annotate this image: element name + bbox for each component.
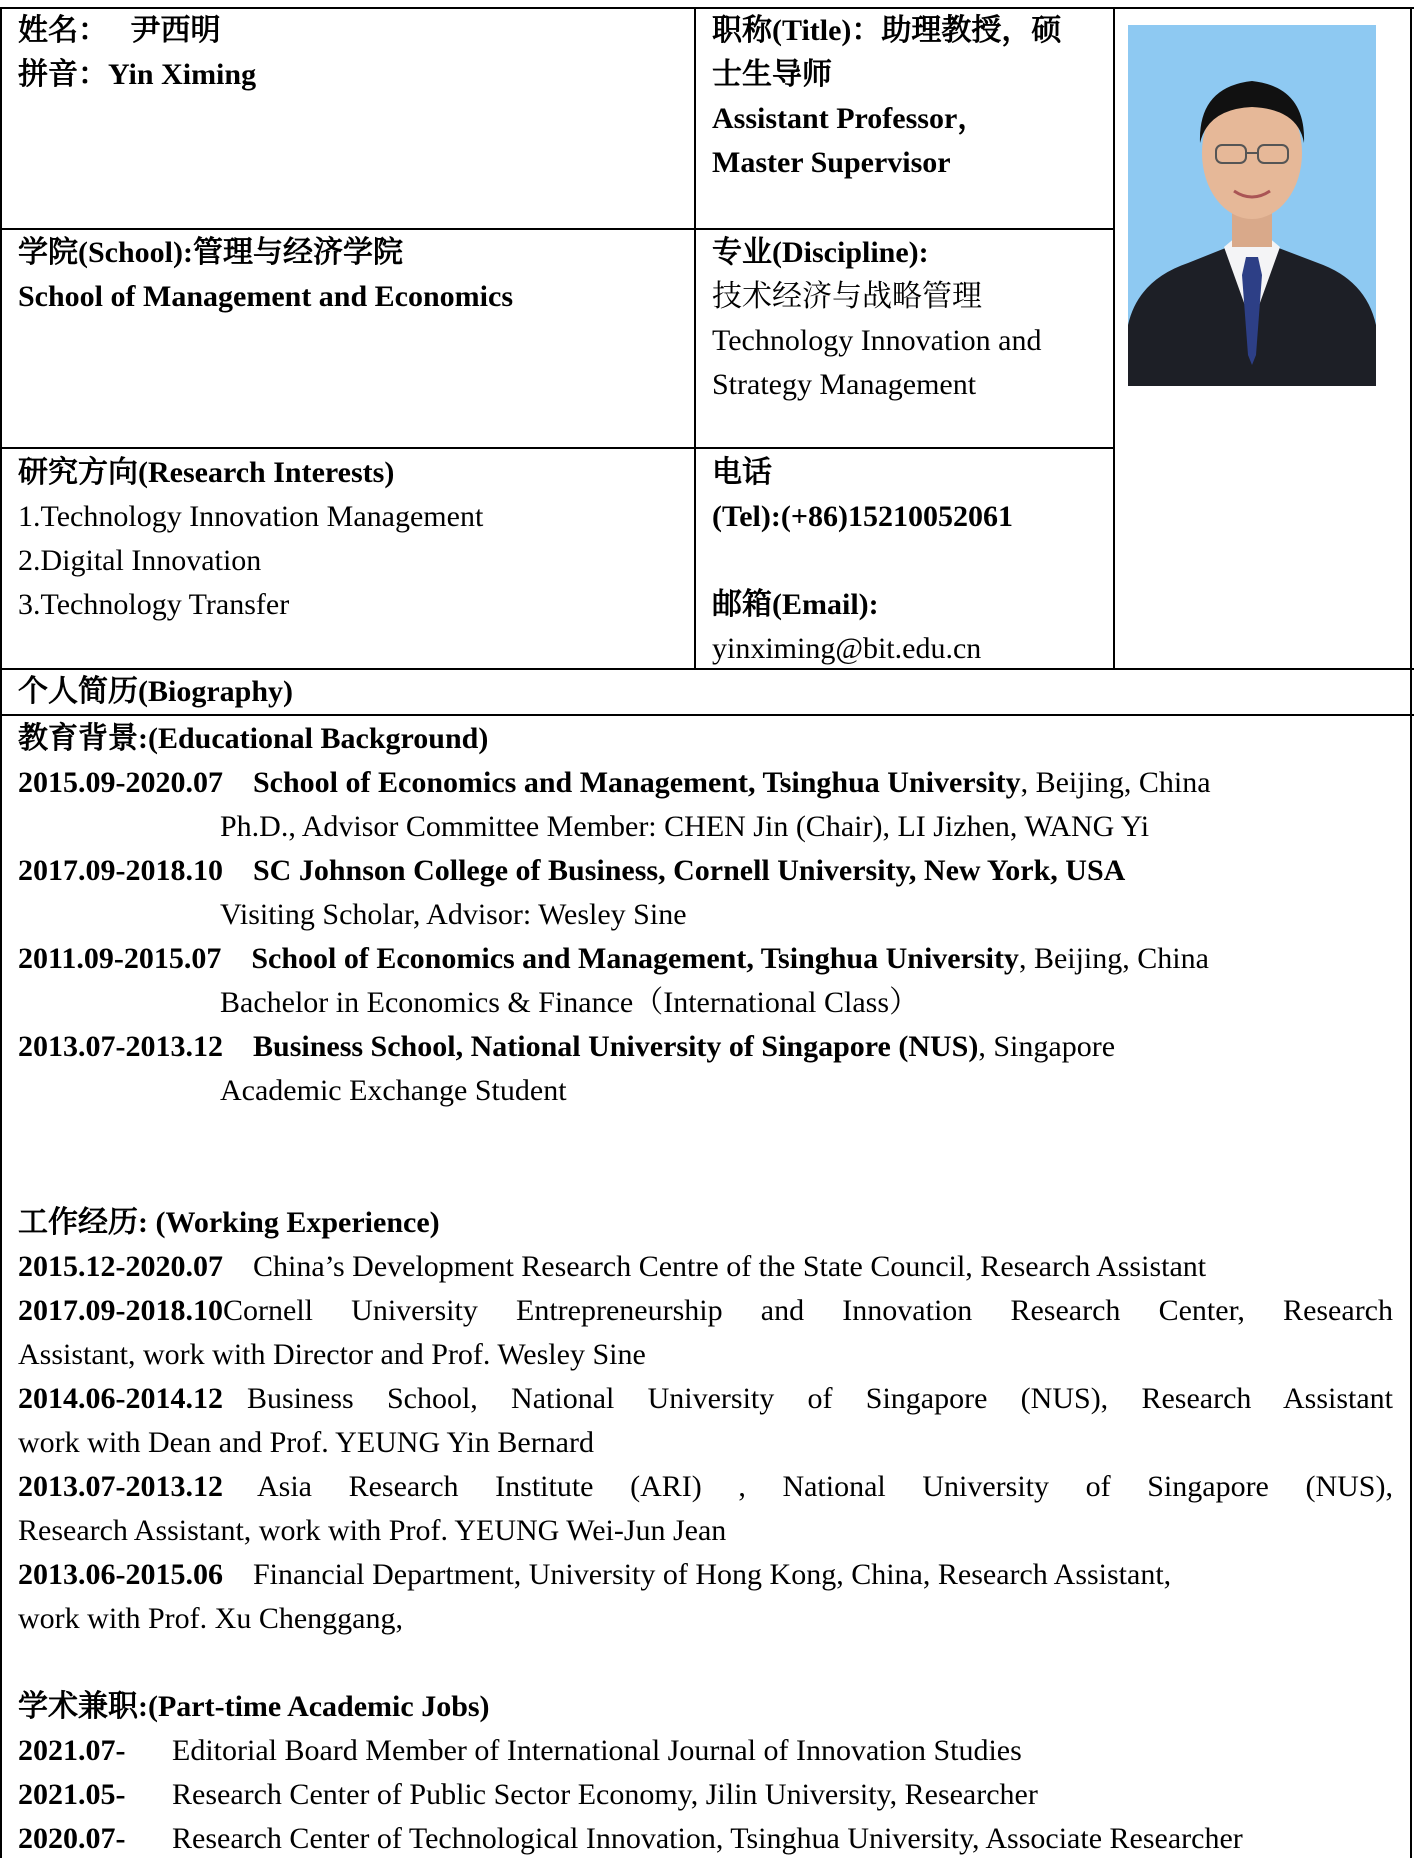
biography-heading: 个人简历(Biography) xyxy=(18,675,294,708)
parttime-entry xyxy=(18,1817,1393,1861)
work-entry xyxy=(18,1245,1393,1289)
table-border-left xyxy=(0,7,2,1858)
entry-detail: Visiting Scholar, Advisor: Wesley Sine xyxy=(220,898,687,931)
entry-text-cont: Research Assistant, work with Prof. YEUNG Wei-Jun Jean xyxy=(18,1514,727,1547)
table-border-right xyxy=(1410,7,1412,1858)
pinyin-value: Yin Ximing xyxy=(108,58,257,91)
discipline-line-3: Strategy Management xyxy=(712,368,977,401)
email-value[interactable]: yinximing@bit.edu.cn xyxy=(712,632,982,665)
entry-date: 2017.09-2018.10 xyxy=(18,1294,223,1327)
entry-detail: Academic Exchange Student xyxy=(220,1074,567,1107)
parttime-entry xyxy=(18,1773,1393,1817)
title-cell xyxy=(712,9,1061,185)
entry-institution: Business School, National University of Singapore (NUS) xyxy=(253,1030,979,1063)
entry-text: Research Center of Public Sector Economy, Jilin University, Researcher xyxy=(172,1778,1038,1811)
title-line-3: Assistant Professor， xyxy=(712,102,988,135)
entry-date: 2014.06-2014.12 xyxy=(18,1382,223,1415)
discipline-label: 专业(Discipline): xyxy=(712,236,929,269)
biography-body xyxy=(18,717,1393,1861)
entry-text: Editorial Board Member of International Journal of Innovation Studies xyxy=(172,1734,1022,1767)
divider-col1 xyxy=(694,7,696,669)
entry-date: 2020.07- xyxy=(18,1822,126,1855)
entry-date: 2013.07-2013.12 xyxy=(18,1470,223,1503)
work-entry xyxy=(18,1465,1393,1553)
title-line-2: 士生导师 xyxy=(712,58,832,91)
divider-row1 xyxy=(0,228,1113,230)
entry-date: 2021.07- xyxy=(18,1734,126,1767)
profile-photo xyxy=(1128,25,1376,386)
entry-institution: SC Johnson College of Business, Cornell University, New York xyxy=(253,854,1051,887)
discipline-line-1: 技术经济与战略管理 xyxy=(712,280,982,313)
discipline-cell xyxy=(712,231,1042,407)
entry-date: 2011.09-2015.07 xyxy=(18,942,222,975)
entry-institution: School of Economics and Management, Tsinghua University xyxy=(251,942,1019,975)
entry-date: 2013.07-2013.12 xyxy=(18,1030,223,1063)
school-cell xyxy=(18,231,513,319)
entry-date: 2015.09-2020.07 xyxy=(18,766,223,799)
entry-location: , USA xyxy=(1050,854,1126,887)
work-entry xyxy=(18,1377,1393,1465)
entry-detail: Bachelor in Economics & Finance（International Class） xyxy=(220,986,919,1019)
name-line xyxy=(18,9,256,53)
research-item: 1.Technology Innovation Management xyxy=(18,500,484,533)
research-cell xyxy=(18,451,483,627)
entry-institution: School of Economics and Management, Tsinghua University xyxy=(253,766,1021,799)
entry-text: Asia Research Institute (ARI) , National University of Singapore (NUS), xyxy=(257,1470,1393,1503)
education-entry xyxy=(18,1025,1393,1113)
parttime-heading: 学术兼职:(Part-time Academic Jobs) xyxy=(18,1690,490,1723)
research-label: 研究方向(Research Interests) xyxy=(18,456,395,489)
entry-detail: Ph.D., Advisor Committee Member: CHEN Jin (Chair), LI Jizhen, WANG Yi xyxy=(220,810,1150,843)
work-entry xyxy=(18,1553,1393,1641)
section-spacer xyxy=(18,1641,1393,1685)
section-spacer xyxy=(18,1113,1393,1201)
pinyin-line xyxy=(18,53,256,97)
contact-spacer xyxy=(712,539,1013,583)
entry-location: , Beijing, China xyxy=(1020,766,1211,799)
contact-cell xyxy=(712,451,1013,671)
discipline-line-2: Technology Innovation and xyxy=(712,324,1042,357)
divider-col2 xyxy=(1113,7,1115,669)
entry-text: Research Center of Technological Innovation, Tsinghua University, Associate Researcher xyxy=(172,1822,1243,1855)
tel-label: 电话 xyxy=(712,456,772,489)
email-label: 邮箱(Email): xyxy=(712,588,879,621)
entry-date: 2021.05- xyxy=(18,1778,126,1811)
tel-value: (Tel):(+86)15210052061 xyxy=(712,500,1013,533)
pinyin-label: 拼音： xyxy=(18,58,108,91)
divider-row4 xyxy=(0,714,1414,716)
entry-text: Business School, National University of Singapore (NUS), Research Assistant xyxy=(247,1382,1393,1415)
entry-location: , Beijing, China xyxy=(1018,942,1209,975)
school-line-1: 学院(School):管理与经济学院 xyxy=(18,236,403,269)
entry-text: China’s Development Research Centre of the State Council, Research Assistant xyxy=(253,1250,1207,1283)
work-heading: 工作经历: (Working Experience) xyxy=(18,1206,440,1239)
work-entry xyxy=(18,1289,1393,1377)
education-heading: 教育背景:(Educational Background) xyxy=(18,722,489,755)
entry-date: 2013.06-2015.06 xyxy=(18,1558,223,1591)
portrait-illustration xyxy=(1128,25,1376,386)
name-value: 尹西明 xyxy=(130,14,221,47)
divider-row2 xyxy=(0,447,1113,449)
entry-text-cont: work with Prof. Xu Chenggang, xyxy=(18,1602,403,1635)
education-entry xyxy=(18,937,1393,1025)
entry-location: , Singapore xyxy=(978,1030,1116,1063)
entry-text-cont: Assistant, work with Director and Prof. Wesley Sine xyxy=(18,1338,646,1371)
entry-text: Cornell University Entrepreneurship and Innovation Research Center, Research xyxy=(223,1294,1393,1327)
name-label: 姓名： xyxy=(18,14,108,47)
education-entry xyxy=(18,761,1393,849)
parttime-entry xyxy=(18,1729,1393,1773)
education-entry xyxy=(18,849,1393,937)
name-cell xyxy=(18,9,256,97)
school-line-2: School of Management and Economics xyxy=(18,280,513,313)
research-item: 2.Digital Innovation xyxy=(18,544,262,577)
entry-date: 2015.12-2020.07 xyxy=(18,1250,223,1283)
title-line-1: 职称(Title)：助理教授，硕 xyxy=(712,14,1062,47)
title-line-4: Master Supervisor xyxy=(712,146,951,179)
entry-date: 2017.09-2018.10 xyxy=(18,854,223,887)
entry-text: Financial Department, University of Hong Kong, China, Research Assistant, xyxy=(253,1558,1172,1591)
entry-text-cont: work with Dean and Prof. YEUNG Yin Bernard xyxy=(18,1426,594,1459)
research-item: 3.Technology Transfer xyxy=(18,588,290,621)
